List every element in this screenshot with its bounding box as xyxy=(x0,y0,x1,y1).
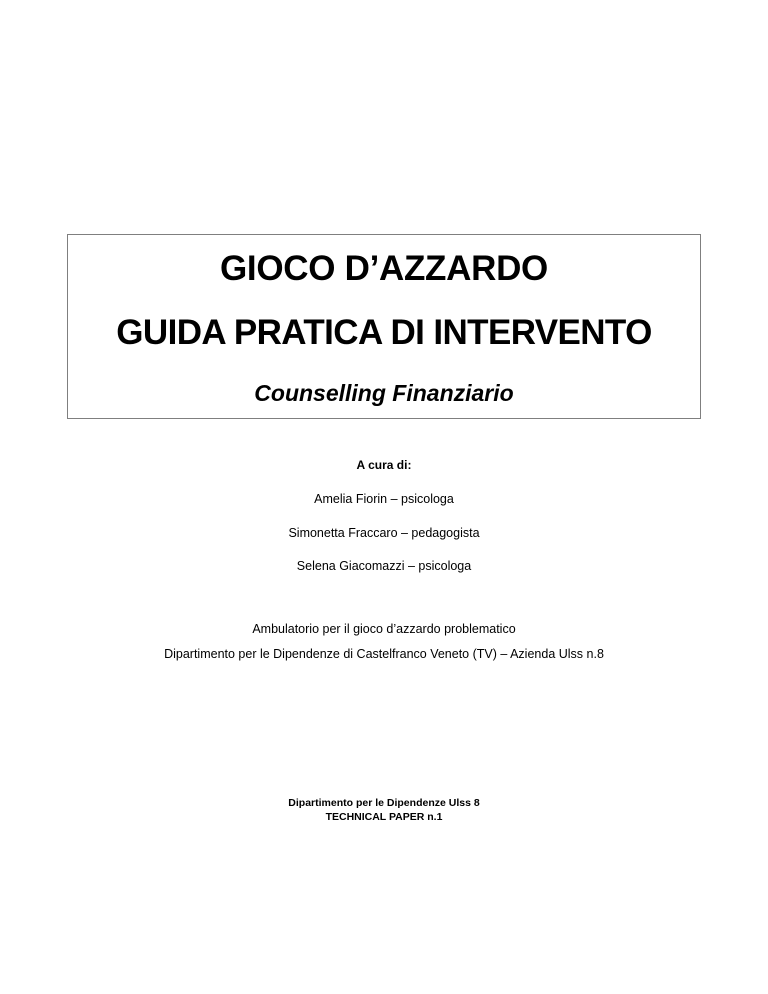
curated-by-heading: A cura di: xyxy=(356,458,412,472)
document-title-line-1: GIOCO D’AZZARDO xyxy=(220,249,548,288)
author-1: Amelia Fiorin – psicologa xyxy=(314,492,454,506)
author-3: Selena Giacomazzi – psicologa xyxy=(296,559,472,573)
affiliation-department: Dipartimento per le Dipendenze di Castelfranco Veneto (TV) – Azienda Ulss n.8 xyxy=(164,647,604,661)
document-title-line-2: GUIDA PRATICA DI INTERVENTO xyxy=(116,313,652,352)
document-subtitle: Counselling Finanziario xyxy=(254,380,514,406)
footer-paper-number: TECHNICAL PAPER n.1 xyxy=(325,811,443,823)
affiliation-clinic: Ambulatorio per il gioco d’azzardo problematico xyxy=(252,622,516,636)
footer-department: Dipartimento per le Dipendenze Ulss 8 xyxy=(288,797,480,809)
title-box xyxy=(67,234,701,419)
author-2: Simonetta Fraccaro – pedagogista xyxy=(288,526,480,540)
